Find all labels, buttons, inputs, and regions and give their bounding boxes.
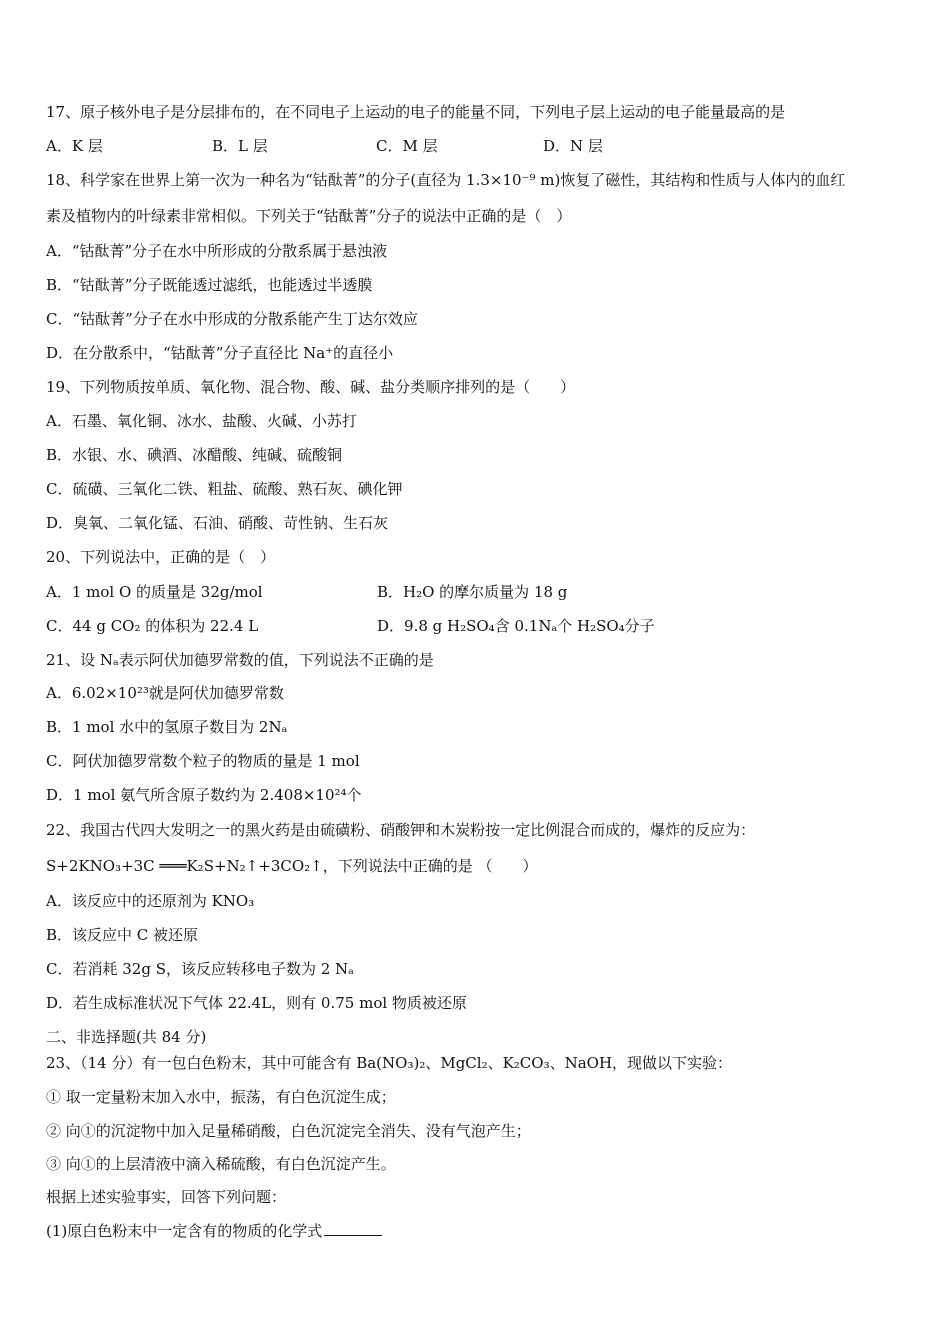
q19-option-a: A．石墨、氧化铜、冰水、盐酸、火碱、小苏打 — [46, 412, 357, 430]
q23-step-2: ② 向①的沉淀物中加入足量稀硝酸，白色沉淀完全消失、没有气泡产生； — [46, 1122, 531, 1140]
q23-stem: 23、（14 分）有一包白色粉末，其中可能含有 Ba(NO₃)₂、MgCl₂、K₂CO₃、NaOH，现做以下实验： — [46, 1054, 733, 1072]
q22-option-a: A．该反应中的还原剂为 KNO₃ — [46, 892, 255, 910]
q17-option-b: B．L 层 — [212, 137, 268, 155]
q20-options-row2 — [46, 616, 910, 638]
q18-option-c: C．“钴酞菁”分子在水中形成的分散系能产生丁达尔效应 — [46, 310, 418, 328]
q20-options-row1 — [46, 582, 910, 604]
q19-option-c: C．硫磺、三氧化二铁、粗盐、硫酸、熟石灰、碘化钾 — [46, 480, 403, 498]
answer-blank[interactable] — [324, 1220, 382, 1236]
section2-title: 二、非选择题(共 84 分) — [46, 1028, 207, 1046]
q19-option-d: D．臭氧、二氧化锰、石油、硝酸、苛性钠、生石灰 — [46, 514, 389, 532]
q21-option-a: A．6.02×10²³就是阿伏加德罗常数 — [46, 684, 284, 702]
q21-stem: 21、设 Nₐ表示阿伏加德罗常数的值，下列说法不正确的是 — [46, 651, 434, 669]
q18-option-b: B．“钴酞菁”分子既能透过滤纸，也能透过半透膜 — [46, 276, 373, 294]
q17-option-c: C．M 层 — [376, 137, 438, 155]
q18-stem-line1: 18、科学家在世界上第一次为一种名为“钴酞菁”的分子(直径为 1.3×10⁻⁹ m)恢复了磁性，其结构和性质与人体内的血红 — [46, 171, 846, 189]
q17-option-d: D．N 层 — [543, 137, 603, 155]
q18-stem-line2: 素及植物内的叶绿素非常相似。下列关于“钴酞菁”分子的说法中正确的是（ ） — [46, 207, 572, 225]
q22-option-d: D．若生成标准状况下气体 22.4L，则有 0.75 mol 物质被还原 — [46, 994, 467, 1012]
q20-option-a: A．1 mol O 的质量是 32g/mol — [46, 583, 263, 601]
q21-option-b: B．1 mol 水中的氢原子数目为 2Nₐ — [46, 718, 288, 736]
q20-option-c: C．44 g CO₂ 的体积为 22.4 L — [46, 617, 259, 635]
q21-option-d: D．1 mol 氨气所含原子数约为 2.408×10²⁴个 — [46, 786, 362, 804]
q23-sub1-text: (1)原白色粉末中一定含有的物质的化学式 — [46, 1222, 323, 1240]
q20-option-d: D．9.8 g H₂SO₄含 0.1Nₐ个 H₂SO₄分子 — [377, 617, 655, 635]
q17-stem: 17、原子核外电子是分层排布的，在不同电子上运动的电子的能量不同，下列电子层上运动的电子能量最高的是 — [46, 103, 786, 121]
q23-prompt: 根据上述实验事实，回答下列问题： — [46, 1188, 287, 1206]
q19-stem: 19、下列物质按单质、氧化物、混合物、酸、碱、盐分类顺序排列的是（ ） — [46, 378, 576, 396]
q23-step-1: ① 取一定量粉末加入水中，振荡，有白色沉淀生成； — [46, 1088, 396, 1106]
q20-stem: 20、下列说法中，正确的是（ ） — [46, 548, 276, 566]
q21-option-c: C．阿伏加德罗常数个粒子的物质的量是 1 mol — [46, 752, 360, 770]
q18-option-a: A．“钴酞菁”分子在水中所形成的分散系属于悬浊液 — [46, 242, 388, 260]
q23-step-3: ③ 向①的上层清液中滴入稀硫酸，有白色沉淀产生。 — [46, 1155, 396, 1173]
q22-stem-line1: 22、我国古代四大发明之一的黑火药是由硫磺粉、硝酸钾和木炭粉按一定比例混合而成的，爆炸的反应为： — [46, 821, 756, 839]
q19-option-b: B．水银、水、碘酒、冰醋酸、纯碱、硫酸铜 — [46, 446, 343, 464]
q18-option-d: D．在分散系中，“钴酞菁”分子直径比 Na⁺的直径小 — [46, 344, 394, 362]
q20-option-b: B．H₂O 的摩尔质量为 18 g — [377, 583, 568, 601]
q22-stem-line2: S+2KNO₃+3C ═══K₂S+N₂↑+3CO₂↑，下列说法中正确的是 （ ） — [46, 857, 538, 875]
q17-option-a: A．K 层 — [46, 137, 103, 155]
q22-option-c: C．若消耗 32g S，该反应转移电子数为 2 Nₐ — [46, 960, 354, 978]
q23-sub1 — [46, 1220, 910, 1242]
q22-option-b: B．该反应中 C 被还原 — [46, 926, 199, 944]
q17-options — [46, 136, 910, 158]
